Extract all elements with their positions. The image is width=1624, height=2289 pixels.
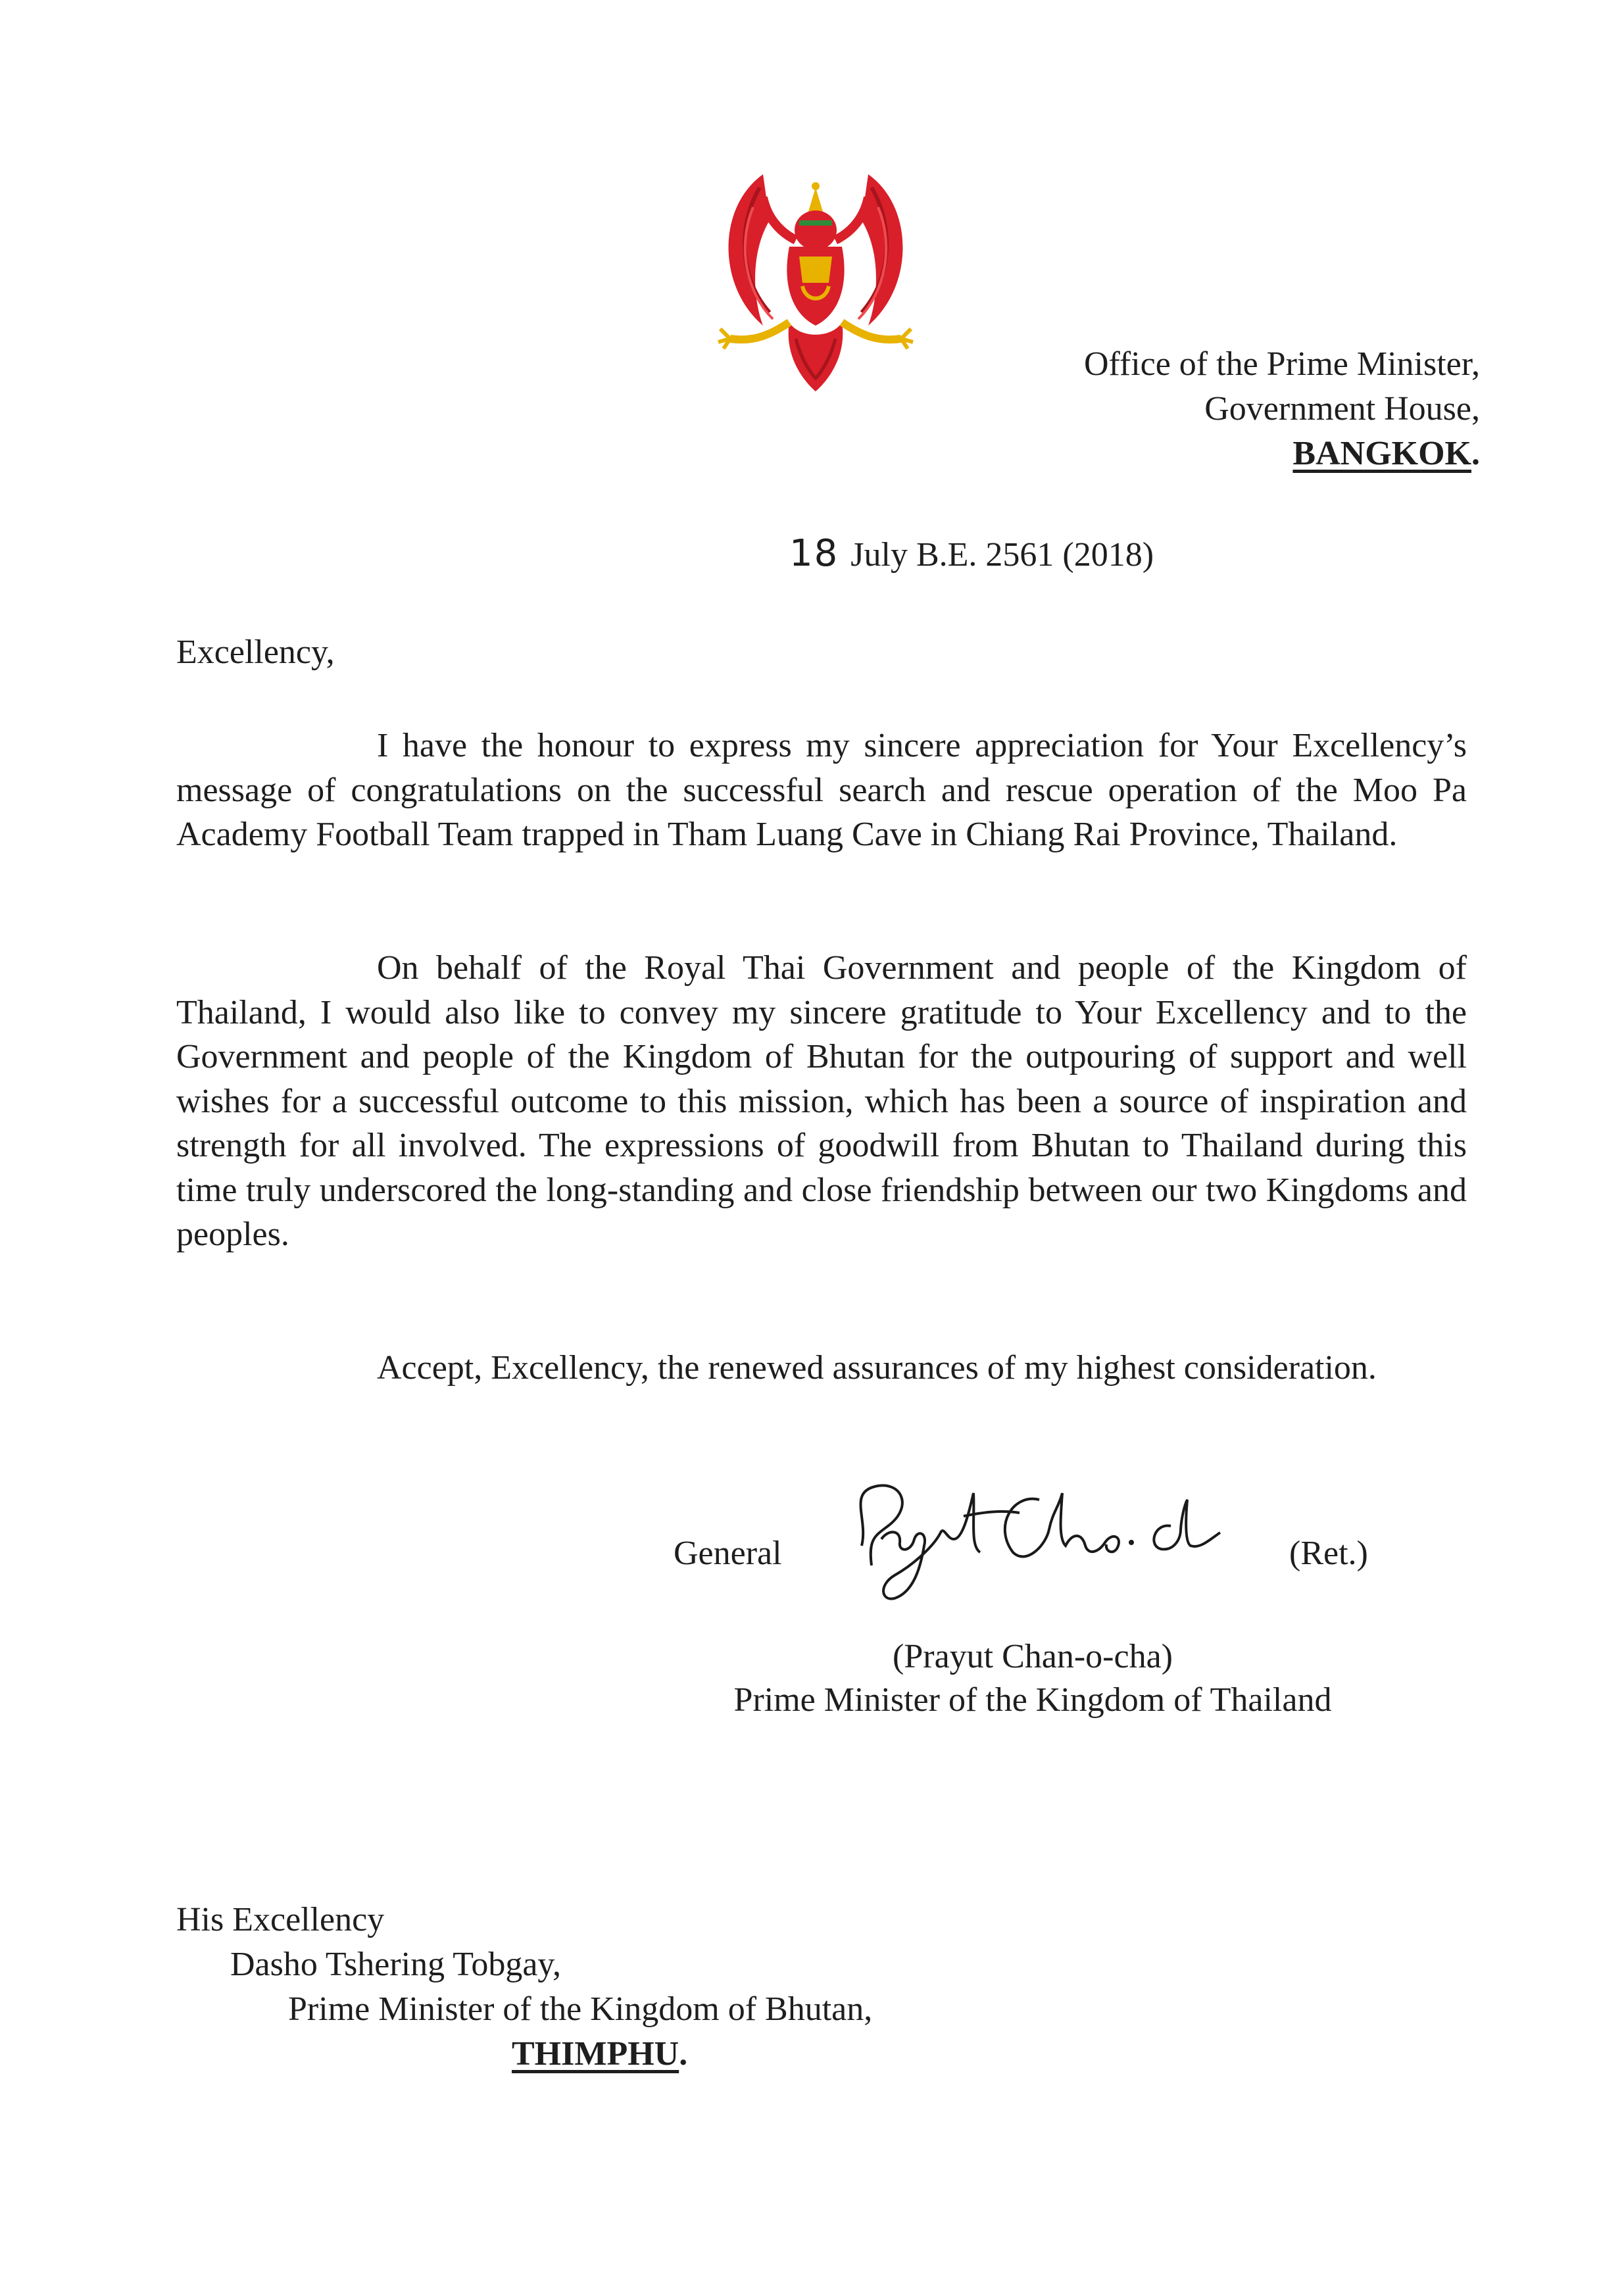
addressee-honorific: His Excellency — [176, 1901, 385, 1938]
body-paragraph: Accept, Excellency, the renewed assurances of my highest consideration. — [377, 1349, 1377, 1387]
date-text: July B.E. 2561 (2018) — [850, 536, 1154, 574]
letter-date — [789, 531, 1154, 578]
addressee-city-punct: . — [679, 2035, 688, 2073]
addressee-block — [176, 1898, 872, 2077]
sender-city — [921, 431, 1480, 476]
addressee-name: Dasho Tshering Tobgay, — [230, 1946, 562, 1983]
sender-city-punct: . — [1471, 435, 1480, 472]
signature-block — [664, 1467, 1388, 1638]
sender-line-house: Government House, — [1204, 390, 1480, 428]
sender-line-office: Office of the Prime Minister, — [1083, 345, 1480, 383]
addressee-title: Prime Minister of the Kingdom of Bhutan, — [288, 1990, 873, 2028]
signer-name: (Prayut Chan-o-cha) — [893, 1638, 1173, 1675]
addressee-city-name: THIMPHU — [512, 2035, 679, 2073]
sender-address — [921, 342, 1480, 476]
signer-details — [658, 1635, 1408, 1722]
date-handwritten-day: 18 — [789, 532, 839, 575]
body-paragraph: I have the honour to express my sincere appreciation for Your Excellency’s message of congratulations on the successful search and rescue operation of the Moo Pa Academy Football Team trapped in Tham Luang Cave in Chiang Rai Province, Thailand. — [176, 727, 1467, 853]
handwritten-signature-icon — [822, 1467, 1230, 1631]
salutation: Excellency, — [176, 633, 335, 671]
garuda-emblem-icon — [691, 168, 941, 418]
sender-city-name: BANGKOK — [1292, 435, 1471, 472]
addressee-city — [176, 2032, 872, 2077]
signature-rank: General — [674, 1535, 782, 1572]
body-paragraph: On behalf of the Royal Thai Government and people of the Kingdom of Thailand, I would also like to convey my sincere gratitude to Your Excellency and to the Government and people of the Kingdom of Bhutan for the outpouring of support and well wishes for a successful outcome to this mission, which has been a source of inspiration and strength for all involved. The expressions of goodwill from Bhutan to Thailand during this time truly underscored the long-standing and close friendship between our two Kingdoms and peoples. — [176, 949, 1467, 1253]
signer-title: Prime Minister of the Kingdom of Thailand — [733, 1681, 1332, 1719]
signature-suffix: (Ret.) — [1289, 1535, 1368, 1572]
